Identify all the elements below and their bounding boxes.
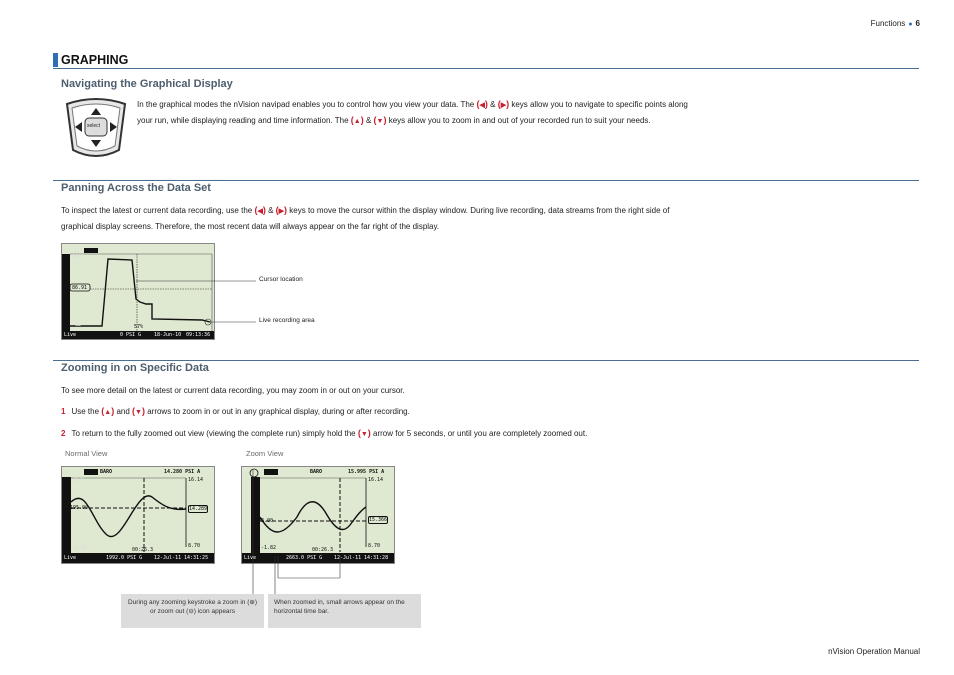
page-header bbox=[871, 19, 920, 28]
zoom-lcd-status: Live bbox=[244, 555, 257, 561]
normal-lcd-value: 14.280 PSI A bbox=[164, 469, 201, 475]
zoom-lcd-mark: 00:26.3 bbox=[312, 547, 334, 553]
zoom-icon-callout: During any zooming keystroke a zoom in (⊕) or zoom out (⊖) icon appears bbox=[121, 594, 264, 628]
lcd-top-value: 1692 bbox=[72, 254, 85, 260]
zoom-lcd-right-top: 16.14 bbox=[368, 477, 384, 483]
normal-view-caption: Normal View bbox=[65, 449, 108, 458]
section-rule bbox=[53, 360, 919, 361]
normal-lcd-right-cursor: 14.289 bbox=[189, 506, 208, 512]
lcd-time-pct: 57% bbox=[134, 324, 144, 330]
cursor-location-label: Cursor location bbox=[259, 276, 303, 283]
section-marker bbox=[53, 53, 58, 67]
normal-lcd-top: 3470 bbox=[72, 477, 85, 483]
zoom-lcd-cursor: 1293.00 bbox=[252, 518, 274, 524]
right-key-icon: (▶) bbox=[275, 205, 288, 215]
title-rule bbox=[53, 68, 919, 69]
lcd-status: Live bbox=[64, 332, 77, 338]
live-area-label: Live recording area bbox=[259, 317, 315, 324]
zoom-lcd-reading: 2663.0 PSI G bbox=[286, 555, 323, 561]
section-name: Functions bbox=[870, 19, 906, 28]
normal-lcd-screen bbox=[61, 466, 215, 564]
time-arrows-callout: When zoomed in, small arrows appear on the horizontal time bar. bbox=[268, 594, 421, 628]
normal-lcd-status: Live bbox=[64, 555, 77, 561]
left-key-icon: (◀) bbox=[476, 99, 488, 109]
normal-lcd-date: 12-Jul-11 bbox=[154, 555, 182, 561]
normal-lcd-right-top: 16.14 bbox=[188, 477, 204, 483]
page-number: 6 bbox=[915, 19, 920, 28]
right-key-icon: (▶) bbox=[497, 99, 510, 109]
lcd-reading: 0 PSI G bbox=[120, 332, 142, 338]
zoom-lcd-date: 12-Jul-11 bbox=[334, 555, 362, 561]
zoom-step-2: 2 To return to the fully zoomed out view (viewing the complete run) simply hold the (▼) arrow for 5 seconds, or until you are completely zoomed out. bbox=[61, 426, 587, 442]
zoom-lcd-clock: 14:31:28 bbox=[364, 555, 389, 561]
lcd-cursor-value: 86.91 bbox=[72, 285, 88, 291]
down-key-icon: (▼) bbox=[373, 115, 387, 125]
normal-lcd-mark: 00:26.3 bbox=[132, 547, 154, 553]
zoom-intro: To see more detail on the latest or current data recording, you may zoom in or out on your cursor. bbox=[61, 386, 405, 395]
lcd-bottom-value: -12 bbox=[72, 322, 82, 328]
select-button-label: select bbox=[87, 123, 101, 129]
normal-lcd-label: BARO bbox=[100, 469, 113, 475]
down-key-icon: (▼) bbox=[357, 428, 371, 438]
normal-lcd-cursor: 195.00 bbox=[70, 505, 89, 511]
down-key-icon: (▼) bbox=[132, 406, 145, 416]
zoom-lcd-value: 15.995 PSI A bbox=[348, 469, 385, 475]
zoom-view-caption: Zoom View bbox=[246, 449, 284, 458]
zoom-lcd-right-bottom: 8.70 bbox=[368, 543, 381, 549]
up-key-icon: (▲) bbox=[350, 115, 364, 125]
panning-paragraph: To inspect the latest or current data recording, use the (◀) & (▶) keys to move the cursor within the display window. During live recording, data streams from the right side of graphical display screens. Therefore, the most recent data will always appear on the far right of the display. bbox=[61, 205, 670, 231]
normal-lcd-reading: 1992.0 PSI G bbox=[106, 555, 143, 561]
normal-lcd-right-bottom: 8.70 bbox=[188, 543, 201, 549]
lcd-date: 18-Jun-10 bbox=[154, 332, 182, 338]
up-key-icon: (▲) bbox=[101, 406, 115, 416]
zoom-lcd-bottom: -1.82 bbox=[261, 545, 277, 551]
normal-lcd-bottom: -1.82 bbox=[72, 545, 88, 551]
zoom-lcd-right-cursor: 15.366 bbox=[369, 517, 388, 523]
pan-callout-lines bbox=[136, 278, 260, 328]
page-title: GRAPHING bbox=[61, 53, 129, 67]
navipad-illustration bbox=[61, 96, 131, 160]
footer: nVision Operation Manual bbox=[828, 647, 920, 656]
normal-lcd-clock: 14:31:25 bbox=[184, 555, 209, 561]
zoom-step-1: 1 Use the (▲) and (▼) arrows to zoom in or out in any graphical display, during or after recording. bbox=[61, 404, 410, 420]
left-key-icon: (◀) bbox=[254, 205, 266, 215]
lcd-clock: 09:13:36 bbox=[186, 332, 211, 338]
bullet-icon: ● bbox=[908, 21, 913, 28]
nav-paragraph: In the graphical modes the nVision navipad enables you to control how you view your data. The (◀) & (▶) keys allow you to navigate to specific points along your run, while displaying reading and time information. The (▲) & (▼) keys allow you to zoom in and out of your recorded run to suit your needs. bbox=[137, 97, 697, 129]
nav-heading: Navigating the Graphical Display bbox=[61, 78, 233, 90]
zoom-callout-lines bbox=[250, 470, 350, 596]
panning-heading: Panning Across the Data Set bbox=[61, 182, 211, 194]
section-rule bbox=[53, 180, 919, 181]
zooming-heading: Zooming in on Specific Data bbox=[61, 362, 209, 374]
zoom-lcd-label: BARO bbox=[310, 469, 323, 475]
